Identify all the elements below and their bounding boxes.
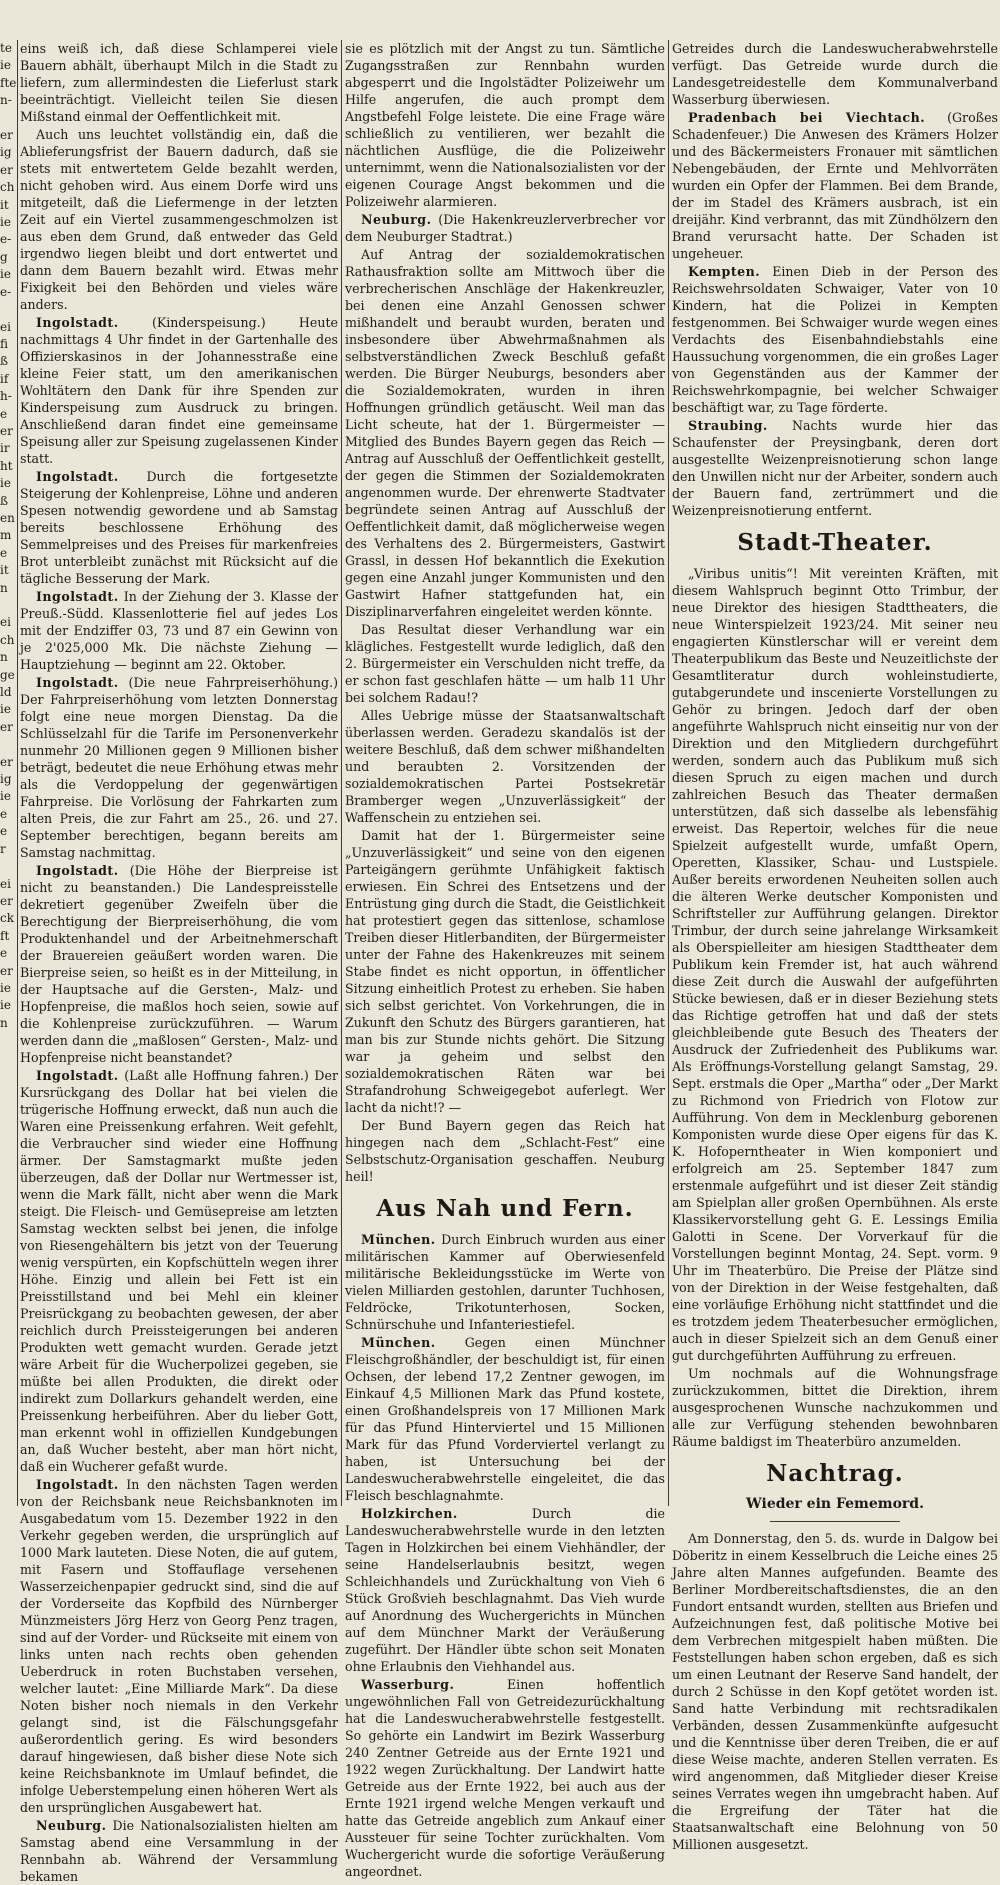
dateline: Ingolstadt. <box>36 1477 119 1492</box>
cropped-text-fragment: er <box>0 754 13 769</box>
article-paragraph: „Viribus unitis“! Mit vereinten Kräften, mit diesem Wahlspruch beginnt Otto Trimbur, der neue Direktor des hiesigen Stadttheaters, die neue Winterspielzeit 1923/24. Mit seiner neu engagierten Künstlerschar will er vereint dem Theaterpublikum das Beste und Neuzeitlichste der Gesamtliteratur durch wohleinstudierte, gutabgerundete und inscenierte Vorstellungen zu Gehör zu bringen. Jedoch darf der oben angeführte Wahlspruch nicht einseitig nur von der Direktion und den Mitgliedern durchgeführt werden, sondern auch das Publikum muß sich diesen Spruch zu eigen machen und durch zahlreichen Besuch das Theater dermaßen unterstützen, daß sich dasselbe als lebensfähig erweist. Das Repertoir, welches für die neue Spielzeit aufgestellt wurde, umfaßt Opern, Operetten, Klassiker, Schau- und Lustspiele. Außer bereits erwordenen Neuheiten sollen auch die älteren Werke deutscher Komponisten und Schriftsteller zur Aufführung gelangen. Direktor Trimbur, der durch seine jahrelange Wirksamkeit als Oberspielleiter am hiesigen Stadttheater dem Publikum kein Fremder ist, hat auch während diese Zeit durch die Auswahl der aufgeführten Stücke bewiesen, daß er in dieser Beziehung stets das Richtige getroffen hat und daß der stets gleichbleibende gute Besuch des Theaters der Ausdruck der Zufriedenheit des Publikums war. Als Eröffnungs-Vorstellung gelangt Samstag, 29. Sept. erstmals die Oper „Martha“ oder „Der Markt zu Richmond von Friedrich von Flotow zur Aufführung. Von dem in Mecklenburg geborenen Komponisten wurde diese Oper eigens für das K. K. Hofoperntheater in Wien komponiert und erfolgreich am 25. September 1847 zum erstenmale aufgeführt und ist dieser Zeit ständig am Spielplan aller großen Opernbühnen. Als erste Klassikervorstellung geht G. E. Lessings Emilia Galotti in Scene. Der Vorverkauf für die Vorstellungen beginnt Montag, 24. Sept. vorm. 9 Uhr im Theaterbüro. Die Preise der Plätze sind von der Direktion in der Weise festgehalten, daß eine vorläufige Erhöhung nicht stattfindet und die es trotzdem jedem Theaterbesucher ermöglichen, auch in dieser Spielzeit sich an dem Genuß einer gut durchgeführten Aufführung zu erfreuen. <box>672 566 998 1363</box>
cropped-text-fragment: ei <box>0 876 11 891</box>
article-paragraph: Getreides durch die Landeswucherabwehrstelle verfügt. Das Getreide wurde durch die Landesgetreidestelle dem Kommunalverband Wasserburg überwiesen. <box>672 41 998 107</box>
cropped-text-fragment: ge <box>0 667 15 682</box>
dateline: Holzkirchen. <box>361 1506 458 1521</box>
article-paragraph: Kempten. Einen Dieb in der Person des Reichswehrsoldaten Schwaiger, Vater von 10 Kindern, hat die Polizei in Kempten festgenommen. Bei Schwaiger wurde wegen eines Verdachts des Eisenbahndiebstahls eine Haussuchung vorgenommen, die ein großes Lager von Gegenständen aus der Kammer der Reichswehrkompagnie, bei welcher Schwaiger beschäftigt war, zu Tage förderte. <box>672 264 998 415</box>
cropped-text-fragment: ck <box>0 911 14 926</box>
article-paragraph: Holzkirchen. Durch die Landeswucherabwehrstelle wurde in den letzten Tagen in Holzkirchen bei einem Viehhändler, der seine Handelserlaubnis besitzt, wegen Schleichhandels und Zurückhaltung von Vieh 6 Stück Großvieh beschlagnahmt. Das Vieh wurde auf Anordnung des Wuchergerichts in München auf dem Münchner Markt der Veräußerung zugeführt. Der Händler übte schon seit Monaten ohne Erlaubnis den Viehhandel aus. <box>345 1506 665 1674</box>
cropped-text-fragment: er <box>0 128 13 143</box>
cropped-text-fragment: er <box>0 423 13 438</box>
article-paragraph: Um nochmals auf die Wohnungsfrage zurückzukommen, bittet die Direktion, ihrem ausgesprochenen Wunsche nachzukommen und alle zur Verfügung stehenden bewohnbaren Räume baldigst im Theaterbüro anzumelden. <box>672 1366 998 1449</box>
cropped-text-fragment <box>0 301 16 318</box>
article-subheading: Wieder ein Fememord. <box>746 1496 924 1512</box>
cropped-text-fragment: it <box>0 197 9 212</box>
cropped-text-fragment: n <box>0 650 8 665</box>
cropped-text-fragment: ht <box>0 458 13 473</box>
cropped-text-fragment: ie <box>0 998 11 1013</box>
cropped-text-fragment: e <box>0 824 8 839</box>
section-heading: Stadt-Theater. <box>737 529 933 556</box>
dateline: Pradenbach bei Viechtach. <box>688 110 926 125</box>
cropped-text-fragment: te <box>0 41 12 55</box>
cropped-text-fragment: er <box>0 893 13 908</box>
column-rule <box>341 40 342 1506</box>
article-paragraph: Auf Antrag der sozialdemokratischen Rathausfraktion sollte am Mittwoch über die verbrecherischen Anschläge der Hakenkreuzler, bei denen eine Anzahl Genossen schwer mißhandelt und beraubt wurden, beraten und insbesondere über Abwehrmaßnahmen als selbstverständlichen Zweck Beschluß gefaßt werden. Die Bürger Neuburgs, besonders aber die Sozialdemokraten, wurden in ihren Hoffnungen gründlich getäuscht. Weil man das Licht scheute, hat der 1. Bürgermeister — Mitglied des Bundes Bayern gegen das Reich — Antrag auf Ausschluß der Oeffentlichkeit gestellt, der gegen die Stimmen der Sozialdemokraten angenommen wurde. Der ehrenwerte Stadtvater begründete seinen Antrag auf Ausschluß der Oeffentlichkeit damit, daß möglicherweise wegen des Verhaltens des 2. Bürgermeisters, Gastwirt Grassl, in dessen Hof bekanntlich die Exekution gegen eine Anzahl junger Kommunisten und den Gastwirt Hafner stattgefunden hat, ein Disziplinarverfahren eingeleitet werden könnte. <box>345 247 665 619</box>
article-paragraph: Ingolstadt. (Laßt alle Hoffnung fahren.) Der Kursrückgang des Dollar hat bei vielen die trügerische Hoffnung erweckt, daß nun auch die Waren eine Preissenkung erfahren. Weit gefehlt, die Verbraucher sind wieder eine Hoffnung ärmer. Der Samstagmarkt mußte jeden überzeugen, daß der Dollar nur Wertmesser ist, wenn die Mark fällt, nicht aber wenn die Mark steigt. Die Fleisch- und Gemüsepreise am letzten Samstag weckten selbst bei jenen, die infolge von Riesengehältern bis jetzt von der Teuerung wenig verspürten, ein Kopfschütteln wegen ihrer Höhe. Einzig und allein bei Fett ist ein Preisstillstand und bei Mehl ein kleiner Preisrückgang zu beobachten gewesen, der aber reichlich durch Preissteigerungen bei anderen Produkten wett gemacht wurden. Gerade jetzt wäre Arbeit für die Wucherpolizei gegeben, sie müßte bei allen Produkten, die direkt oder indirekt zum Dollarkurs gehandelt werden, eine Preissenkung herbeiführen. Aber du lieber Gott, man erkennt wohl in offiziellen Kundgebungen an, daß Wucher besteht, aber man hört nicht, daß ein Wucherer gefaßt wurde. <box>20 1068 338 1474</box>
cropped-left-column <box>0 40 16 1506</box>
article-paragraph: Pradenbach bei Viechtach. (Großes Schadenfeuer.) Die Anwesen des Krämers Holzer und des Bäckermeisters Fronauer mit sämtlichen Nebengebäuden, der Ernte und Mehlvorräten wurden ein Opfer der Flammen. Bei dem Brande, der im Stadel des Krämers ausbrach, ist ein dreijähr. Kind verbrannt, das mit Zündhölzern den Brand verursacht hatte. Der Schaden ist ungeheuer. <box>672 110 998 261</box>
cropped-text-fragment: ie <box>0 267 11 282</box>
dateline: Ingolstadt. <box>36 315 119 330</box>
cropped-text-fragment: ig <box>0 772 12 787</box>
column-2 <box>345 40 665 1879</box>
cropped-text-fragment: g <box>0 249 8 264</box>
article-paragraph: Am Donnerstag, den 5. ds. wurde in Dalgow bei Döberitz in einem Kesselbruch die Leiche eines 25 Jahre alten Mannes aufgefunden. Beamte des Berliner Mordbereitschaftsdienstes, die an den Fundort entsandt wurden, stellten aus Briefen und Aufzeichnungen fest, daß politische Motive bei dem Verbrechen mitgespielt haben müßten. Die Feststellungen haben schon ergeben, daß es sich um einen Leutnant der Reserve Sand handelt, der durch 2 Schüsse in den Kopf getötet worden ist. Sand hatte Verbindung mit rechtsradikalen Verbänden, dessen Zusammenkünfte aufgesucht und die Kenntnisse über deren Treiben, die er auf diese Weise machte, anderen Stellen verraten. Es wird angenommen, daß Mitglieder dieser Kreise seines Verrates wegen ihn umgebracht haben. Auf die Ergreifung der Täter hat die Staatsanwaltschaft eine Belohnung von 50 Millionen ausgesetzt. <box>672 1531 998 1852</box>
article-paragraph: München. Gegen einen Münchner Fleischgroßhändler, der beschuldigt ist, für einen Ochsen, der lebend 17,2 Zentner gewogen, im Einkauf 4,5 Millionen Mark das Pfund kostete, einen Großhandelspreis von 17 Millionen Mark für das Pfund Hinterviertel und 15 Millionen Mark für das Pfund Vorderviertel verlangt zu haben, ist Untersuchung bei der Landeswucherabwehrstelle eingeleitet, die das Fleisch beschlagnahmte. <box>345 1335 665 1503</box>
column-rule <box>17 40 18 1506</box>
cropped-text-fragment: if <box>0 371 9 386</box>
dateline: Straubing. <box>688 418 768 433</box>
short-rule <box>770 1521 900 1522</box>
article-paragraph: Neuburg. (Die Hakenkreuzlerverbrecher vor dem Neuburger Stadtrat.) <box>345 212 665 244</box>
article-paragraph: eins weiß ich, daß diese Schlamperei viele Bauern abhält, überhaupt Milch in die Stadt zu liefern, zum allermindesten die Lieferlust stark beeinträchtigt. Vielleicht teilen Sie diesen Mißstand einmal der Oeffentlichkeit mit. <box>20 41 338 124</box>
dateline: Ingolstadt. <box>36 469 119 484</box>
cropped-text-fragment: n <box>0 580 8 595</box>
dateline: Wasserburg. <box>361 1677 455 1692</box>
article-paragraph: Ingolstadt. Durch die fortgesetzte Steigerung der Kohlenpreise, Löhne und anderen Spesen notwendig gewordene und ab Samstag bereits beschlossene Erhöhung des Semmelpreises und des Preises für markenfreies Brot unterbleibt zunächst mit Rücksicht auf die tägliche Besserung der Mark. <box>20 469 338 586</box>
cropped-text-fragment: ch <box>0 632 15 647</box>
cropped-text-fragment: m <box>0 528 12 543</box>
article-paragraph: Damit hat der 1. Bürgermeister seine „Unzuverlässigkeit“ und seine von den eigenen Parteigängern gerühmte Unfähigkeit faktisch erwiesen. Ein Schrei des Entsetzens und der Entrüstung ging durch die Stadt, die Geistlichkeit hat protestiert gegen das sittenlose, schamlose Treiben dieser Hitlerbanditen, der Bürgermeister unter der Fahne des Hakenkreuzes mit seinem Stabe findet es nicht opportun, in öffentlicher Sitzung einheitlich Protest zu erheben. Sie haben sich selbst gerichtet. Von Vorkehrungen, die in Zukunft den Schutz des Bürgers garantieren, hat man bis zur Stunde nichts gehört. Die Sitzung war ja geheim und selbst den sozialdemokratischen Räten war bei Strafandrohung Schweigegebot auferlegt. Wer lacht da nicht!? — <box>345 828 665 1115</box>
cropped-text-fragment: ft <box>0 928 10 943</box>
column-3 <box>672 40 998 1852</box>
cropped-text-fragment: ld <box>0 685 12 700</box>
article-paragraph: Neuburg. Die Nationalsozialisten hielten am Samstag abend eine Versammlung in der Rennbahn ab. Während der Versammlung bekamen <box>20 1818 338 1884</box>
cropped-text-fragment: ß <box>0 354 9 369</box>
dateline: Ingolstadt. <box>36 863 119 878</box>
article-paragraph: Ingolstadt. (Die Höhe der Bierpreise ist nicht zu beanstanden.) Die Landespreisstelle dekretiert gegenüber Zweifeln über die Berechtigung der Bierpreiserhöhung, die vom Produktenhandel und der Arbeitnehmerschaft der Brauereien geäußert worden waren. Die Bierpreise seien, so heißt es in der Mitteilung, in der Hauptsache auf die Gersten-, Malz- und Hopfenpreise, die maßlos hoch seien, sowie auf die Kohlenpreise zurückzuführen. — Warum werden dann die „maßlosen“ Gersten-, Malz- und Hopfenpreise nicht beanstandet? <box>20 863 338 1065</box>
article-paragraph: Alles Uebrige müsse der Staatsanwaltschaft überlassen werden. Geradezu skandalös ist der weitere Beschluß, daß dem schwer mißhandelten und beraubten 2. Vorsitzenden der sozialdemokratischen Partei Postsekretär Bramberger wegen „Unzuverlässigkeit“ der Waffenschein zu entziehen sei. <box>345 708 665 825</box>
cropped-text-fragment: r <box>0 841 6 856</box>
cropped-text-fragment: er <box>0 162 13 177</box>
cropped-text-fragment: e <box>0 946 8 961</box>
cropped-text-fragment: er <box>0 719 13 734</box>
cropped-text-fragment: e <box>0 406 8 421</box>
article-paragraph: Ingolstadt. (Die neue Fahrpreiserhöhung.) Der Fahrpreiserhöhung vom letzten Donnerstag folgt eine neue morgen Dienstag. Da die Schlüsselzahl für die Tarife im Personenverkehr nunmehr 20 Millionen gegen 9 Millionen bisher beträgt, bedeutet die neue Erhöhung etwas mehr als die Verdoppelung der gegenwärtigen Fahrpreise. Die Vorlösung der Fahrkarten zum alten Preis, die zur Fahrt am 25., 26. und 27. September berechtigen, begann bereits am Samstag nachmittag. <box>20 675 338 860</box>
article-paragraph: sie es plötzlich mit der Angst zu tun. Sämtliche Zugangsstraßen zur Rennbahn wurden abgesperrt und die Ingolstädter Polizeiwehr um Hilfe angerufen, die auch prompt dem Angstbefehl Folge leistete. Die eine Frage wäre schließlich zu ventilieren, wer bezahlt die nächtlichen Ausflüge, die die Polizeiwehr unternimmt, wenn die Nationalsozialisten vor der eigenen Courage Angst bekommen und die Polizeiwehr alarmieren. <box>345 41 665 209</box>
section-heading: Aus Nah und Fern. <box>376 1195 634 1222</box>
article-paragraph: München. Durch Einbruch wurden aus einer militärischen Kammer auf Oberwiesenfeld militärische Bekleidungsstücke im Werte von vielen Milliarden gestohlen, darunter Tuchhosen, Feldröcke, Trikotunterhosen, Socken, Schnürschuhe und Infanteriestiefel. <box>345 1232 665 1332</box>
cropped-text-fragment: ie <box>0 789 11 804</box>
article-paragraph: Ingolstadt. (Kinderspeisung.) Heute nachmittags 4 Uhr findet in der Gartenhalle des Offizierskasinos in der Johannesstraße eine kleine Feier statt, um den amerikanischen Wohltätern den Dank für ihre Spenden zur Kinderspeisung zum Ausdruck zu bringen. Anschließend daran findet eine gemeinsame Speisung aller zur Speisung zugelassenen Kinder statt. <box>20 315 338 466</box>
article-paragraph: Ingolstadt. In den nächsten Tagen werden von der Reichsbank neue Reichsbanknoten im Ausgabedatum vom 15. Dezember 1922 in den Verkehr gegeben werden, die ursprünglich auf 1000 Mark lauteten. Diese Noten, die auf gutem, mit Fasern und Stoffauflage versehenen Wasserzeichenpapier gedruckt sind, sind die auf der Vorderseite das Kopfbild des Nürnberger Münzmeisters Jörg Herz von Georg Penz tragen, sind auf der Vorder- und Rückseite mit einem von links unten nach rechts oben gehenden Ueberdruck in roten Buchstaben versehen, welcher lautet: „Eine Milliarde Mark“. Da diese Noten bisher noch niemals in den Verkehr gelangt sind, ist die Fälschungsgefahr außerordentlich gering. Es wird besonders darauf hingewiesen, daß bisher diese Note sich keine Reichsbanknote im Umlauf befindet, die infolge Ueberstempelung einen höheren Wert als den ursprünglichen Ausgabewert hat. <box>20 1477 338 1815</box>
cropped-text-fragment: ß <box>0 493 9 508</box>
cropped-text-fragment: e <box>0 806 8 821</box>
column-rule <box>668 40 669 1506</box>
section-heading: Nachtrag. <box>766 1460 904 1487</box>
cropped-text-fragment: ei <box>0 319 11 334</box>
cropped-text-fragment: ch <box>0 180 15 195</box>
article-paragraph: Auch uns leuchtet vollständig ein, daß die Ablieferungsfrist der Bauern dadurch, daß sie stets mit entwertetem Gelde bezahlt werden, nicht gehoben wird. Aus einem Dorfe wird uns mitgeteilt, daß die Liefermenge in der letzten Zeit auf ein Viertel zusammengeschmolzen ist aus eben dem Grund, daß entweder das Geld irgendwo liegen bleibt und dort entwertet und dann dem Bauern bezahlt wird. Etwas mehr Fixigkeit bei den Behörden und vieles wäre anders. <box>20 127 338 312</box>
cropped-text-fragment: e- <box>0 284 12 299</box>
article-paragraph: Das Resultat dieser Verhandlung war ein klägliches. Festgestellt wurde lediglich, daß den 2. Bürgermeister ein Verschulden nicht treffe, da er schon fast geschlafen hätte — um halb 11 Uhr bei solchem Radau!? <box>345 622 665 705</box>
cropped-text-fragment: ei <box>0 615 11 630</box>
cropped-text-fragment: en <box>0 510 15 525</box>
column-1 <box>20 40 338 1884</box>
dateline: Neuburg. <box>36 1818 107 1833</box>
dateline: Ingolstadt. <box>36 675 119 690</box>
article-paragraph: Wasserburg. Einen hoffentlich ungewöhnlichen Fall von Getreidezurückhaltung hat die Landeswucherabwehrstelle festgestellt. So gehörte ein Landwirt im Bezirk Wasserburg 240 Zentner Getreide aus der Ernte 1921 und 1922 wegen Zurückhaltung. Der Landwirt hatte Getreide aus der Ernte 1922, bei auch aus der Ernte 1921 irgend welche Mengen verkauft und hatte das Getreide angeblich zum Ankauf einer Aussteuer für seine Tochter zurückhalten. Vom Wuchergericht wurde die sofortige Veräußerung angeordnet. <box>345 1677 665 1879</box>
cropped-text-fragment: e <box>0 545 8 560</box>
cropped-text-fragment: ie <box>0 980 11 995</box>
cropped-text-fragment <box>0 858 16 875</box>
article-paragraph: Straubing. Nachts wurde hier das Schaufenster der Preysingbank, deren dort ausgestellte Weizenpreisnotierung schon lange den Unwillen nicht nur der Arbeiter, sondern auch der Bauern fand, zertrümmert und die Weizenpreisnotierung entfernt. <box>672 418 998 518</box>
cropped-text-fragment: er <box>0 963 13 978</box>
cropped-text-fragment: ie <box>0 476 11 491</box>
cropped-text-fragment: ie <box>0 58 11 73</box>
dateline: Neuburg. <box>361 212 432 227</box>
dateline: München. <box>361 1335 436 1350</box>
cropped-text-fragment: it <box>0 563 9 578</box>
dateline: Ingolstadt. <box>36 589 119 604</box>
cropped-text-fragment: fte <box>0 75 17 90</box>
article-paragraph: Ingolstadt. In der Ziehung der 3. Klasse der Preuß.-Südd. Klassenlotterie fiel auf jedes Los mit der Endziffer 03, 73 und 87 ein Gewinn von je 2'025,000 Mk. Die nächste Ziehung — Hauptziehung — beginnt am 22. Oktober. <box>20 589 338 672</box>
cropped-text-fragment: e- <box>0 232 12 247</box>
cropped-text-fragment: ie <box>0 215 11 230</box>
cropped-text-fragment: h- <box>0 389 12 404</box>
cropped-text-fragment <box>0 736 16 753</box>
cropped-text-fragment: ig <box>0 145 12 160</box>
dateline: Kempten. <box>688 264 761 279</box>
cropped-text-fragment <box>0 110 16 127</box>
dateline: Ingolstadt. <box>36 1068 119 1083</box>
cropped-text-fragment: ir <box>0 441 10 456</box>
article-paragraph: Der Bund Bayern gegen das Reich hat hingegen nach dem „Schlacht-Fest“ eine Selbstschutz-Organisation geschaffen. Neuburg heil! <box>345 1118 665 1184</box>
cropped-text-fragment <box>0 597 16 614</box>
cropped-text-fragment: n- <box>0 93 12 108</box>
cropped-text-fragment: ie <box>0 702 11 717</box>
cropped-text-fragment: n <box>0 1015 8 1030</box>
cropped-text-fragment: fi <box>0 336 9 351</box>
dateline: München. <box>361 1232 436 1247</box>
